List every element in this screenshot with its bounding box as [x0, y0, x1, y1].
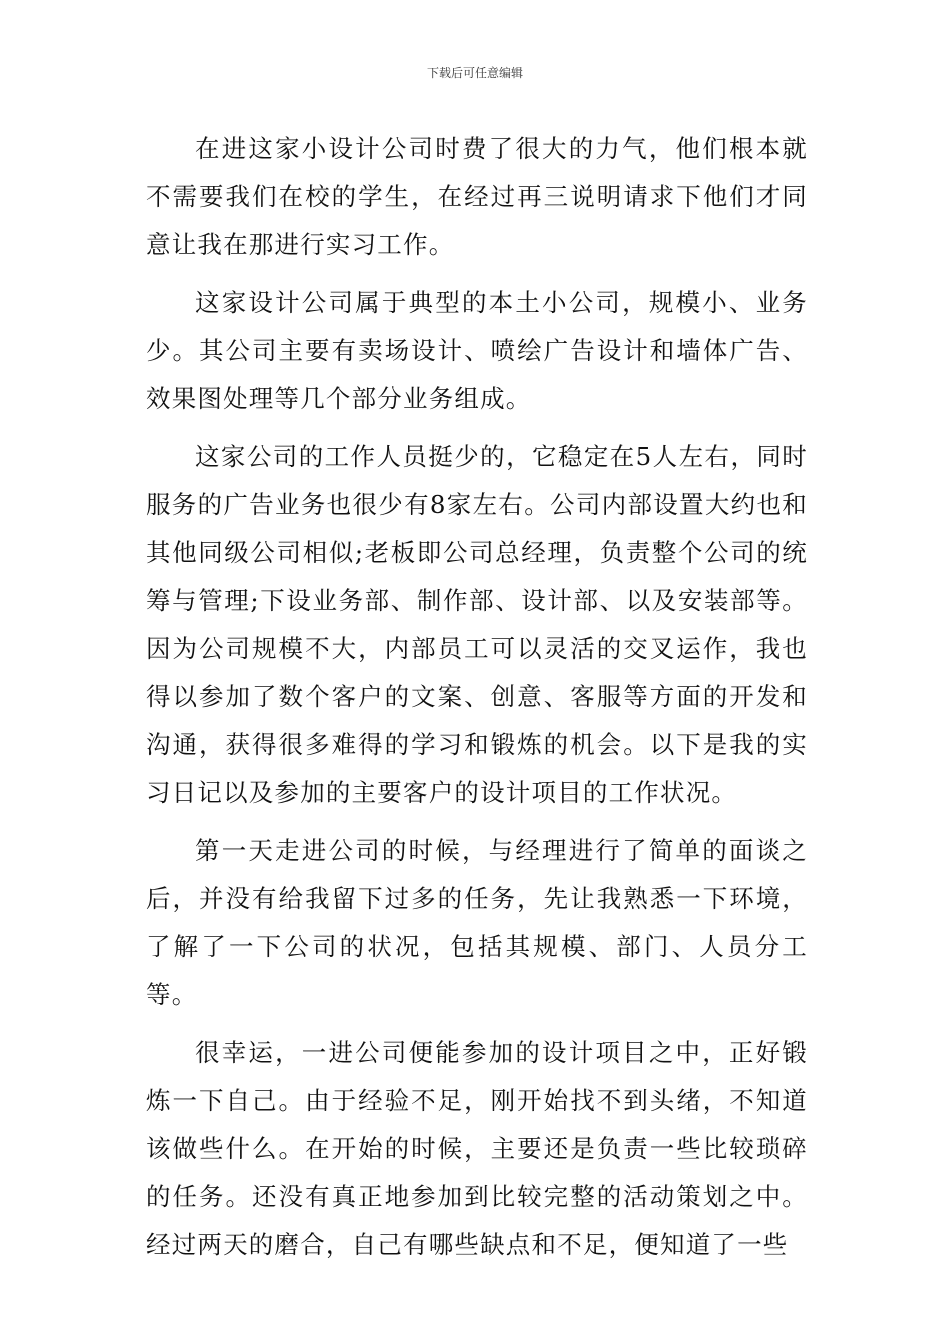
paragraph-5: 很幸运，一进公司便能参加的设计项目之中，正好锻炼一下自己。由于经验不足，刚开始找不到头绪，不知道该做些什么。在开始的时候，主要还是负责一些比较琐碎的任务。还没有真正地参加到比较完整的活动策划之中。经过两天的磨合，自己有哪些缺点和不足，便知道了一些	[146, 1038, 808, 1259]
page-header: 下载后可任意编辑	[426, 66, 523, 80]
paragraph-4: 第一天走进公司的时候，与经理进行了简单的面谈之后，并没有给我留下过多的任务，先让我熟悉一下环境，了解了一下公司的状况，包括其规模、部门、人员分工等。	[146, 836, 808, 1009]
document-body	[146, 125, 808, 1279]
paragraph-2: 这家设计公司属于典型的本土小公司，规模小、业务少。其公司主要有卖场设计、喷绘广告设计和墙体广告、效果图处理等几个部分业务组成。	[146, 288, 808, 413]
paragraph-3: 这家公司的工作人员挺少的，它稳定在5人左右，同时服务的广告业务也很少有8家左右。公司内部设置大约也和其他同级公司相似;老板即公司总经理，负责整个公司的统筹与管理;下设业务部、制作部、设计部、以及安装部等。因为公司规模不大，内部员工可以灵活的交叉运作，我也得以参加了数个客户的文案、创意、客服等方面的开发和沟通，获得很多难得的学习和锻炼的机会。以下是我的实习日记以及参加的主要客户的设计项目的工作状况。	[146, 442, 808, 807]
paragraph-1: 在进这家小设计公司时费了很大的力气，他们根本就不需要我们在校的学生，在经过再三说明请求下他们才同意让我在那进行实习工作。	[146, 134, 808, 259]
